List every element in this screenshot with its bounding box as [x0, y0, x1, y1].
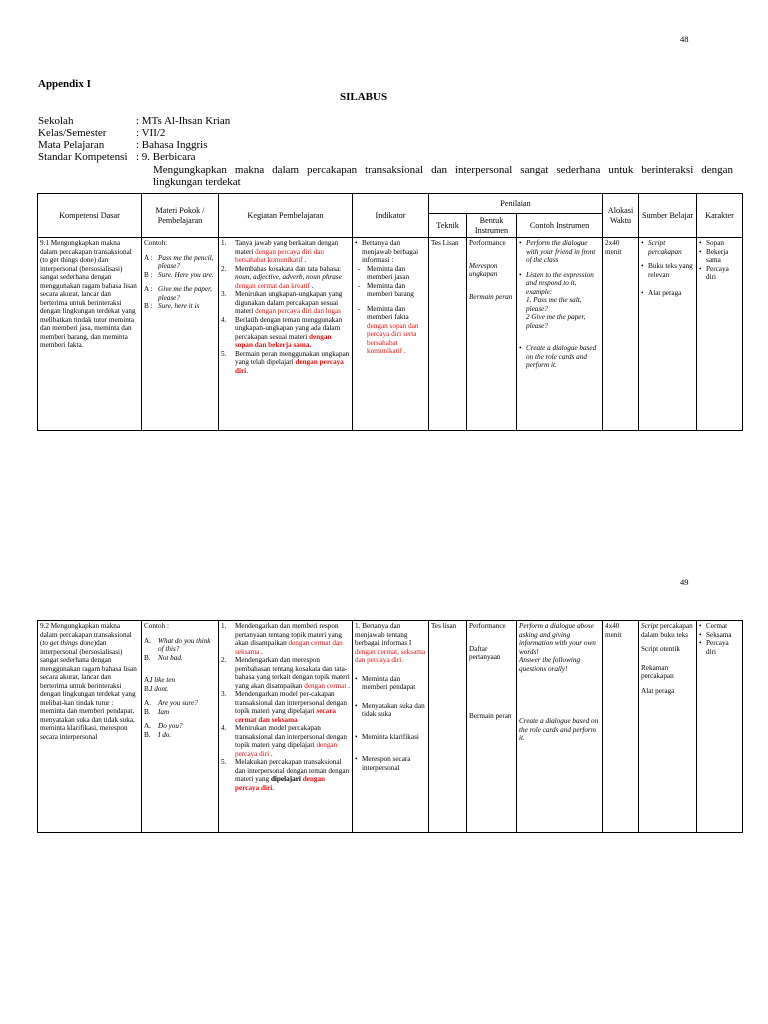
sumber-item: • Script percakapan	[641, 239, 694, 256]
indikator-item: • Meminta dan memberi pendapat	[355, 675, 426, 692]
sumber-cell	[639, 238, 697, 431]
alokasi-cell: 4x40 menit	[603, 621, 639, 833]
standar-kompetensi-text: Mengungkapkan makna dalam percakapan transaksional dan interpersonal sangat sederhana untuk berinteraksi dengan	[153, 164, 733, 176]
page-title: SILABUS	[340, 91, 388, 103]
sumber-item: Script otentik	[641, 645, 680, 653]
kompetensi-dasar-cell: 9.2 Mengungkapkan makna dalam percakapan transaksional (to get things done)dan interpersonal (bersosialisasi) sangat sederhana dengan menggunakan ragam bahasa lisan secara akurat, lancar dan berterima untuk berinteraksi dengan lingkungan terdekat yang melibat-kan tindak tutur : meminta dan memberi pendapat, menyatakan suka dan tidak suka, meminta klarifikasi, merespon secara interpersonal	[38, 621, 142, 833]
contoh-item: 2 Give me the paper, please?	[526, 313, 586, 330]
materi-title: Contoh:	[144, 239, 168, 247]
contoh-item: • Perform the dialogue with your friend in front of the class	[519, 239, 600, 265]
header-contoh: Contoh Instrumen	[517, 214, 603, 238]
dialogue-line: B. I do.	[144, 730, 172, 739]
page-number: 48	[680, 34, 689, 44]
contoh-item: Answer the following questions orally!	[519, 656, 581, 673]
kegiatan-list	[221, 622, 350, 792]
contoh-item: Create a dialogue based on the role cards and perform it.	[519, 717, 599, 742]
contoh-item: 1. Pass me the salt, please?	[526, 296, 582, 313]
header-teknik: Teknik	[429, 214, 467, 238]
kegiatan-item: 4. Berlatih dengan teman menggunakan ungkapan-ungkapan yang ada dalam percakapan sesuai materi dengan sopan dan bekerja sama.	[221, 315, 343, 349]
header-kegiatan: Kegiatan Pembelajaran	[219, 194, 353, 238]
indikator-item: 1. Bertanya dan menjawab tentang berbagai informas I dengan cermat, seksama dan percaya diri.	[355, 622, 426, 664]
indikator-cell	[353, 238, 429, 431]
karakter-item: • Percaya diri	[699, 639, 740, 656]
karakter-item: • Bekerja sama	[699, 248, 740, 265]
dialogue-line: A : Pass me the pencil, please?	[144, 253, 214, 270]
indikator-cell	[353, 621, 429, 833]
kegiatan-item: 3. Mendengarkan model per-cakapan transaksional dan interpersonal dengan topik materi yang dipelajari secara cermat dan seksama	[221, 690, 347, 724]
bentuk-item: Merespon ungkapan	[469, 261, 498, 278]
dialogue-line: B. Iam	[144, 707, 170, 716]
sumber-item: Rekaman percakapan	[641, 663, 674, 680]
dialogue-line: B : Sure. Here you are.	[144, 270, 214, 279]
karakter-item: • Seksama	[699, 631, 740, 640]
page-number: 49	[680, 577, 689, 587]
kompetensi-dasar-cell: 9.1 Mengungkapkan makna dalam percakapan transaksional (to get things done) dan interpersonal (bersosialisasi) sangat sederhana dengan menggunakan ragam bahasa lisan secara akurat, lancar dan berterima untuk berinteraksi dengan lingkungan terdekat yang melibatkan tindak tutur meminta dan memberi jasa, meminta dan memberi barang, dan meminta memberi fakta.	[38, 238, 142, 431]
school-info: Sekolah : MTs Al-Ihsan Krian Kelas/Semester : VII/2 Mata Pelajaran : Bahasa Inggris Standar Kompetensi : 9. Berbicara Mengungkapkan makna dalam percakapan transaksional dan interpersonal sangat sederhana untuk berinteraksi dengan lingkungan terdekat	[38, 115, 733, 188]
kegiatan-cell	[219, 621, 353, 833]
bentuk-cell	[467, 238, 517, 431]
kegiatan-item: 2. Mendengarkan dan merespon pembahasan tentang kosakata dan tata- bahasa yang terkait dengan topik materi yang akan disampaikan dengan cermat .	[221, 656, 350, 690]
kegiatan-item: 3. Menirukan ungkapan-ungkapan yang digunakan dalam percakapan sesuai materi dengan percaya diri dan lugas	[221, 290, 343, 315]
bentuk-item: Bermain peran	[469, 292, 513, 301]
materi-title: Contoh :	[144, 622, 169, 630]
kegiatan-item: 4. Menirukan model percakapan transaksional dan interpersonal dengan topik materi yang dipelajari dengan percaya diri .	[221, 724, 347, 758]
bentuk-item: Bermain peran	[469, 711, 512, 720]
indikator-item: - Meminta dan memberi jasan	[358, 265, 426, 282]
dialogue-line: A. Are you sure?	[144, 699, 198, 707]
kegiatan-item: 2. Membahas kosakata dan tata bahasa: noun, adjective, adverb, noun phrase dengan cermat dan kreatif .	[221, 264, 342, 290]
contoh-item: • Listen to the expression and respond to it, example:	[519, 271, 600, 297]
dialogue-line: A. What do you think of this?	[144, 636, 211, 653]
indikator-item: • Meminta klarifikasi	[355, 733, 426, 742]
contoh-cell	[517, 238, 603, 431]
dialogue-line: B. Not bad.	[144, 653, 183, 662]
sumber-cell	[639, 621, 697, 833]
karakter-item: • Percaya diri	[699, 265, 740, 282]
header-sumber: Sumber Belajar	[639, 194, 697, 238]
karakter-item: • Cermat	[699, 622, 740, 631]
indikator-item: - Meminta dan memberi fakta	[358, 305, 426, 322]
karakter-cell	[697, 621, 743, 833]
header-bentuk: Bentuk Instrumen	[467, 214, 517, 238]
bentuk-cell	[467, 621, 517, 833]
header-karakter: Karakter	[697, 194, 743, 238]
contoh-item: • Create a dialogue based on the role cards and perform it.	[519, 344, 600, 370]
header-indikator: Indikator	[353, 194, 429, 238]
header-alokasi: Alokasi Waktu	[603, 194, 639, 238]
indikator-character-note: dengan sopan dan percaya diri serta bersahabat komunikatif .	[367, 321, 419, 355]
kegiatan-item: 5. Melakukan percakapan transaksional dan interpersonal dengan teman dengan materi yang dipelajari dengan percaya diri.	[221, 758, 350, 792]
dialogue-line: A : Give me the paper, please?	[144, 285, 212, 302]
contoh-item: Perform a dialogue abose asking and giving information with your own words!	[519, 622, 596, 656]
teknik-cell: Tes Lisan	[429, 238, 467, 431]
bentuk-item: Daftar pertanyaan	[469, 644, 501, 661]
kegiatan-item: 1. Mendengarkan dan memberi respon pertanyaan tentang topik materi yang akan disampaikan dengan cermat dan seksama .	[221, 622, 343, 656]
syllabus-table-1	[37, 193, 743, 431]
dialogue-line: B : Sure, here it is	[144, 302, 200, 310]
sumber-item: Script percakapan dalam buku teks	[641, 622, 693, 639]
sumber-item: • Alat peraga	[641, 289, 694, 298]
syllabus-table-2	[37, 620, 743, 833]
header-kompetensi: Kompetensi Dasar	[38, 194, 142, 238]
materi-cell	[142, 238, 219, 431]
sumber-item: • Buku teks yang relevan	[641, 262, 694, 279]
indikator-intro: • Bertanya dan menjawab berbagai informasi :	[355, 239, 426, 265]
bentuk-item: Performance	[469, 622, 506, 630]
karakter-cell	[697, 238, 743, 431]
indikator-item: • Merespon secara interpersonal	[355, 755, 426, 772]
dialogue-line: A. Do you?	[144, 722, 183, 730]
header-penilaian: Penilaian	[429, 194, 603, 214]
materi-cell	[142, 621, 219, 833]
karakter-item: • Sopan	[699, 239, 740, 248]
indikator-item: - Meminta dan memberi barang	[358, 282, 426, 299]
standar-kompetensi-text-2: lingkungan terdekat	[153, 176, 241, 188]
alokasi-cell: 2x40 menit	[603, 238, 639, 431]
bentuk-item: Performance	[469, 239, 506, 247]
kegiatan-cell	[219, 238, 353, 431]
dialogue-line: B. I dont.	[144, 684, 169, 693]
appendix-label: Appendix I	[38, 78, 91, 90]
header-materi: Materi Pokok / Pembelajaran	[142, 194, 219, 238]
sumber-item: Alat peraga	[641, 686, 675, 695]
teknik-cell: Tes lisan	[429, 621, 467, 833]
kegiatan-item: 1. Tanya jawab yang berkaitan dengan materi dengan percaya diri dan bersahabat komunikatif .	[221, 239, 339, 264]
kegiatan-list	[221, 239, 350, 375]
indikator-item: • Menyatakan suka dan tidak suka	[355, 702, 426, 719]
contoh-cell	[517, 621, 603, 833]
dialogue-line: A. I like ten	[144, 676, 176, 684]
kegiatan-item: 5. Bermain peran menggunakan ungkapan yang telah dipelajari dengan percaya diri.	[221, 349, 350, 375]
